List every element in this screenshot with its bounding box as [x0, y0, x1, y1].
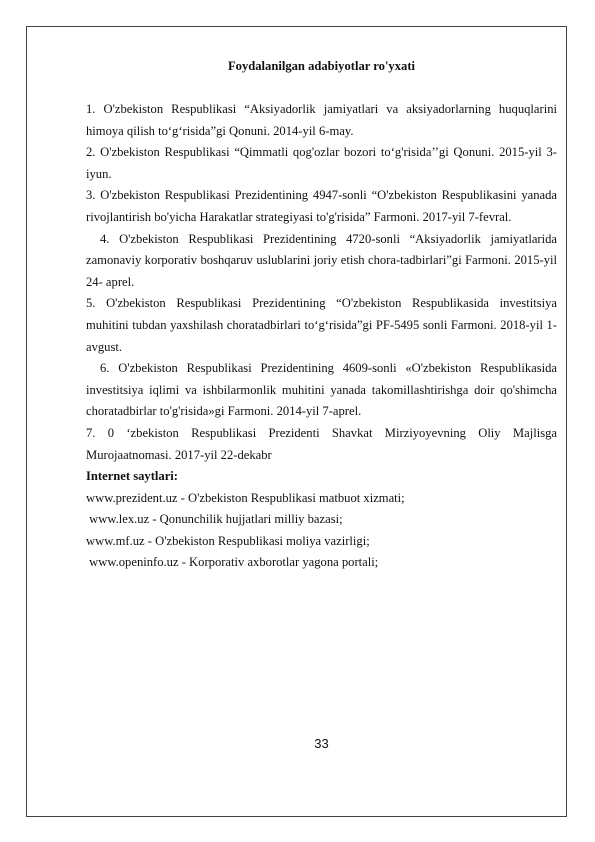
reference-item-1: 1. O'zbekiston Respublikasi “Aksiyadorlik jamiyatlari va aksiyadorlarning huquqlarini himoya qilish to‘g‘risida”gi Qonuni. 2014-yil 6-may. [86, 102, 557, 138]
website-item-4: www.openinfo.uz - Korporativ axborotlar yagona portali; [86, 555, 379, 570]
website-item-1: www.prezident.uz - O'zbekiston Respublikasi matbuot xizmati; [86, 490, 405, 505]
reference-item-2: 2. O'zbekiston Respublikasi “Qimmatli qog'ozlar bozori to‘g'risida’’gi Qonuni. 2015-yil 3-iyun. [86, 145, 557, 181]
references-section [86, 99, 557, 574]
page-title: Foydalanilgan adabiyotlar ro'yxati [227, 59, 416, 73]
reference-item-3: 3. O'zbekiston Respublikasi Prezidentining 4947-sonli “O'zbekiston Respublikasini yanada rivojlantirish bo'yicha Harakatlar strategiyasi to'g'risida” Farmoni. 2017-yil 7-fevral. [86, 188, 557, 224]
page-number: 33 [314, 736, 329, 751]
reference-item-4: 4. O'zbekiston Respublikasi Prezidentining 4720-sonli “Aksiyadorlik jamiyatlarida zamonaviy korporativ boshqaruv uslublarini joriy etish chora-tadbirlari”gi Farmoni. 2015-yil 24- aprel. [86, 231, 557, 289]
website-item-2: www.lex.uz - Qonunchilik hujjatlari milliy bazasi; [86, 512, 343, 527]
reference-item-5: 5. O'zbekiston Respublikasi Prezidentining “O'zbekiston Respublikasida investitsiya muhitini tubdan yaxshilash choratadbirlari to‘g‘risida”gi PF-5495 sonli Farmoni. 2018-yil 1-avgust. [86, 296, 557, 354]
reference-item-6: 6. O'zbekiston Respublikasi Prezidentining 4609-sonli «O'zbekiston Respublikasida investitsiya iqlimi va ishbilarmonlik muhitini yanada takomillashtirishga doir qo'shimcha choratadbirlar to'g'risida»gi Farmoni. 2014-yil 7-aprel. [86, 361, 557, 419]
website-item-3: www.mf.uz - O'zbekiston Respublikasi moliya vazirligi; [86, 533, 370, 548]
reference-item-7: 7. 0 ‘zbekiston Respublikasi Prezidenti Shavkat Mirziyoyevning Oliy Majlisga Murojaatnomasi. 2017-yil 22-dekabr [86, 425, 557, 462]
internet-heading: Internet saytlari: [86, 469, 178, 484]
